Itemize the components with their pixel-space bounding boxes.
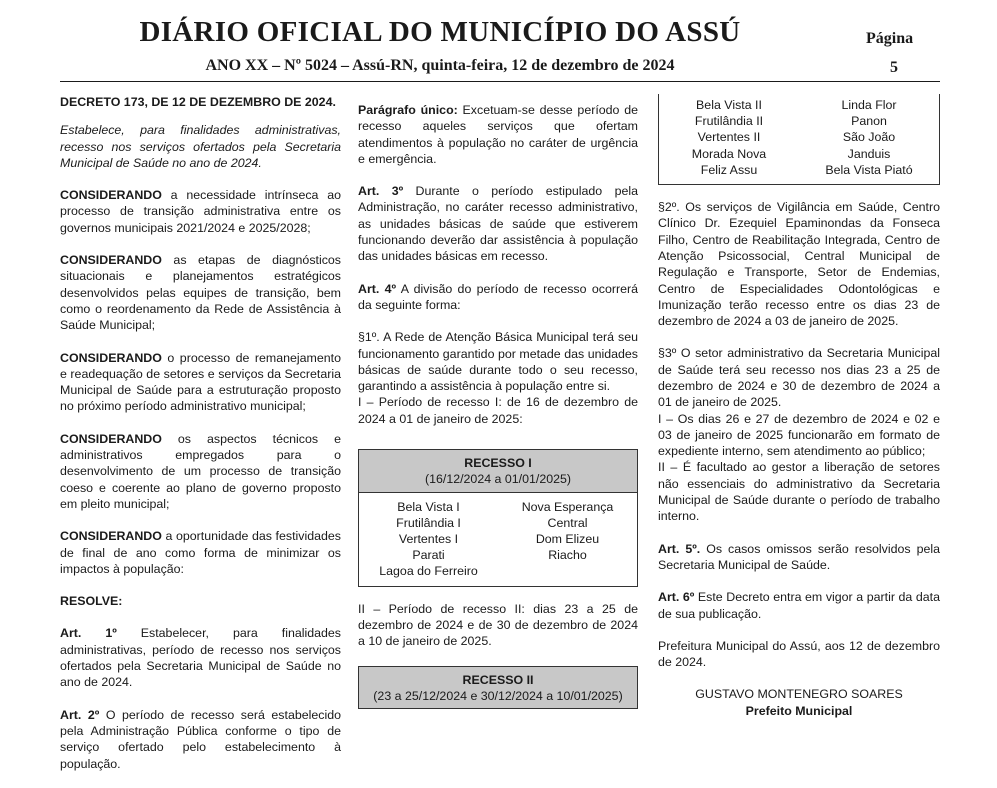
edition-line: ANO XX – Nº 5024 – Assú-RN, quinta-feira, 12 de dezembro de 2024 [205,57,675,74]
article-6: Art. 6º Este Decreto entra em vigor a partir da data de sua publicação. [658,590,940,621]
unit-name: Feliz Assu [700,162,758,177]
unit-name: Bela Vista Piató [825,162,913,177]
unit-name: Bela Vista II [696,98,762,112]
unit-name: Panon [851,114,887,129]
recesso-2-left-list [659,97,799,178]
period-2: II – Período de recesso II: dias 23 a 25 de dezembro de 2024 e de 30 de dezembro de 2024 a 10 de janeiro de 2025. [358,601,638,649]
recesso-2-header: RECESSO II (23 a 25/12/2024 e 30/12/2024 a 10/01/2025) [359,667,637,709]
paragraph-3: §3º O setor administrativo da Secretaria Municipal de Saúde terá seu recesso nos dias 23 a 25 de dezembro de 2024 e 30 de dezembro de 2024 a 01 de janeiro de 2025. I – Os dias 26 e 27 de dezembro de 2024 e 02 e 03 de janeiro de 2025 funcionarão em formato de expediente interno, sem atendimento ao público; II – É facultado ao gestor a liberação de setores não essenciais do administrativo da Secretaria Municipal de Saúde durante o período de trabalho interno. [658,346,940,524]
unit-name: Riacho [548,548,587,563]
unit-name: Janduis [847,146,891,161]
page-label: Página [866,30,914,47]
signer-name: GUSTAVO MONTENEGRO SOARES [695,687,903,702]
header-rule [60,81,940,82]
recesso-2-units [659,94,939,184]
page-number: 5 [890,59,898,76]
article-1: Art. 1º Estabelecer, para finalidades administrativas, período de recesso nos serviços ofertados pela Secretaria Municipal de Saúde no ano de 2024. [60,626,342,690]
unit-name: Frutilândia II [694,114,764,129]
unit-name: Nova Esperança [521,499,614,514]
recesso-2-header-box [358,666,638,710]
recesso-2-right-list [799,97,939,178]
newspaper-title: DIÁRIO OFICIAL DO MUNICÍPIO DO ASSÚ [139,16,741,48]
recesso-1-table [358,449,638,587]
unit-name: Parati [412,548,445,563]
considerando-5: CONSIDERANDO a oportunidade das festividades de final de ano como forma de minimizar os impactos à população: [60,529,341,576]
signer-role: Prefeito Municipal [745,703,853,718]
resolve-heading: RESOLVE: [60,594,123,609]
unit-name: Lagoa do Ferreiro [379,564,478,579]
article-5: Art. 5º. Os casos omissos serão resolvidos pela Secretaria Municipal de Saúde. [658,541,940,572]
unit-name: Vertentes II [697,130,761,145]
paragraph-1: §1º. A Rede de Atenção Básica Municipal terá seu funcionamento garantido por metade das unidades básicas de saúde durante todo o seu recesso, garantindo a assistência à população entre si. I – Período de recesso I: de 16 de dezembro de 2024 a 01 de janeiro de 2025: [358,330,638,426]
recesso-1-right-list [498,499,637,580]
ementa: Estabelece, para finalidades administrativas, recesso nos serviços ofertados pela Secretaria Municipal de Saúde no ano de 2024. [60,123,341,170]
unit-name: Central [547,515,588,530]
unit-name: Vertentes I [398,532,459,547]
recesso-2-table [658,94,940,185]
unit-name: Linda Flor [841,98,897,112]
paragraph-2: §2º. Os serviços de Vigilância em Saúde, Centro Clínico Dr. Ezequiel Epaminondas da Fonseca Filho, Centro de Reabilitação Integrada, Centro de Atenção Psicossocial, Central Municipal de Regulação e Transporte, Setor de Endemias, Centro de Especialidades Odontológicas e Imunização terão recesso entre os dias 23 de dezembro de 2024 a 03 de janeiro de 2025. [658,200,940,329]
considerando-1: CONSIDERANDO a necessidade intrínseca ao processo de transição administrativa entre os governos municipais 2021/2024 e 2025/2028; [60,188,341,235]
paragrafo-unico: Parágrafo único: Excetuam-se desse período de recesso aqueles serviços que ofertam atendimentos à população no caráter de urgência e emergência. [358,103,638,166]
considerando-4: CONSIDERANDO os aspectos técnicos e administrativos empregados para o desenvolvimento de um processo de transição coeso e coerente ao plano de governo proposto em pleito municipal; [60,431,341,511]
unit-name: Frutilândia I [396,515,461,530]
unit-name: Morada Nova [691,146,767,161]
recesso-1-header: RECESSO I (16/12/2024 a 01/01/2025) [359,450,637,493]
period-1: I – Período de recesso I: de 16 de dezembro de 2024 a 01 de janeiro de 2025: [358,395,638,426]
column-2 [358,102,638,709]
unit-name: São João [842,130,896,145]
unit-name: Bela Vista I [397,499,460,514]
unit-name: Dom Elizeu [535,532,600,547]
considerando-3: CONSIDERANDO o processo de remanejamento e readequação de setores e serviços da Secretaria Municipal de Saúde para a estruturação proposto no próximo período administrativo municipal; [60,350,341,414]
article-3: Art. 3º Durante o período estipulado pela Administração, no caráter recesso administrativo, as unidades básicas de saúde que estiverem funcionando deverão dar assistência à população das unidades básicas em recesso. [358,184,639,264]
column-1 [60,94,341,788]
article-4: Art. 4º A divisão do período de recesso ocorrerá da seguinte forma: [358,281,638,312]
column-3 [658,94,940,719]
decree-title: DECRETO 173, DE 12 DE DEZEMBRO DE 2024. [60,95,336,109]
closing-line: Prefeitura Municipal do Assú, aos 12 de dezembro de 2024. [658,638,940,670]
recesso-1-left-list [359,499,498,580]
considerando-2: CONSIDERANDO as etapas de diagnósticos situacionais e planejamentos estratégicos desenvolvidos pelas equipes de transição, bem como o reordenamento da Rede de Assistência à Saúde Municipal; [60,253,341,333]
article-2: Art. 2º O período de recesso será estabelecido pela Administração Pública conforme o tipo de serviço ofertado pelo estabelecimento à população. [60,707,341,771]
recesso-1-units [359,493,637,586]
